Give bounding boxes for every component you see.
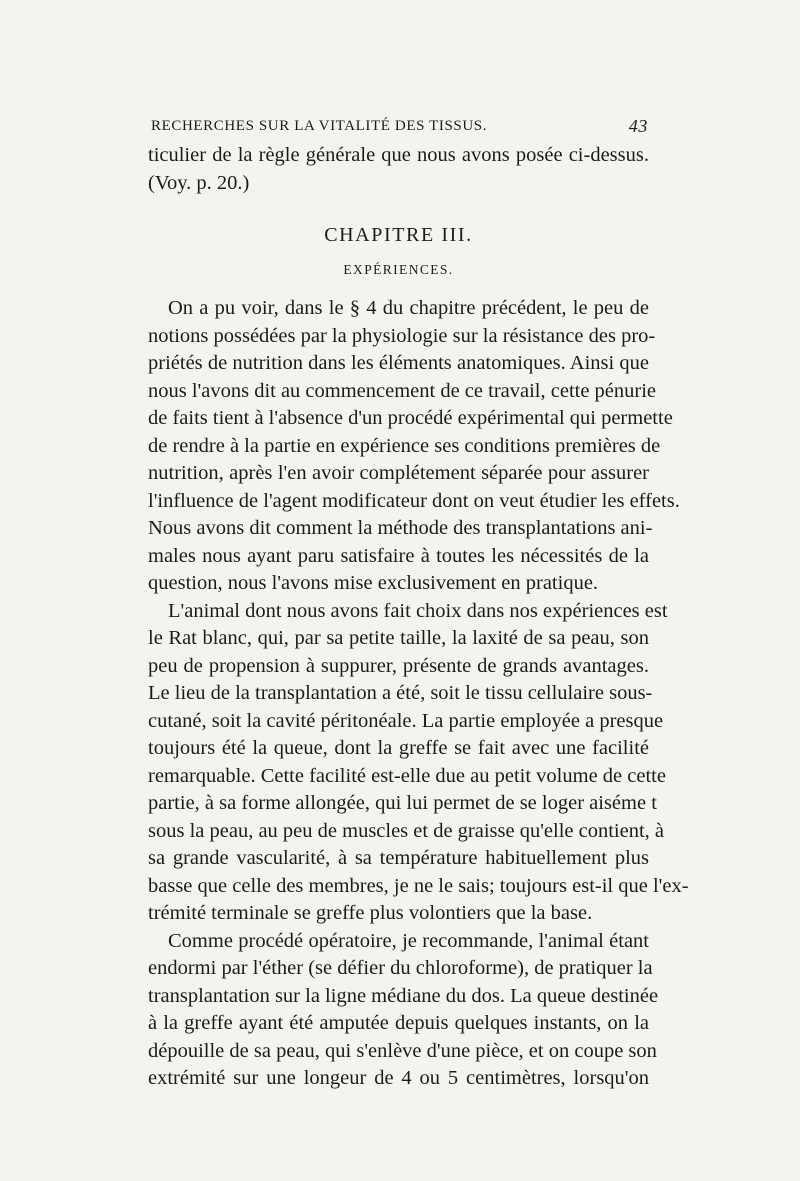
running-head [151, 116, 648, 140]
text-line: sous la peau, au peu de muscles et de graisse qu'elle contient, à [148, 819, 665, 842]
text-line: le Rat blanc, qui, par sa petite taille, la laxité de sa peau, son [148, 627, 649, 649]
text-line: l'influence de l'agent modificateur dont on veut étudier les effets. [148, 489, 680, 512]
text-line: cutané, soit la cavité péritonéale. La partie employée a presque [148, 709, 664, 732]
text-line: transplantation sur la ligne médiane du dos. La queue destinée [148, 984, 659, 1007]
text-line: nutrition, après l'en avoir complétement séparée pour assurer [148, 462, 649, 484]
text-line: basse que celle des membres, je ne le sais; toujours est-il que l'ex- [148, 874, 689, 897]
text-line: endormi par l'éther (se défier du chloroforme), de pratiquer la [148, 957, 653, 979]
text-line: males nous ayant paru satisfaire à toutes les nécessités de la [148, 544, 649, 567]
chapter-title: CHAPITRE III. [324, 224, 473, 246]
text-line: question, nous l'avons mise exclusivement en pratique. [148, 572, 599, 594]
text-line: de rendre à la partie en expérience ses conditions premières de [148, 434, 661, 457]
text-line: trémité terminale se greffe plus volontiers que la base. [148, 902, 593, 924]
text-line: On a pu voir, dans le § 4 du chapitre précédent, le peu de [168, 297, 649, 319]
text-line: L'animal dont nous avons fait choix dans nos expériences est [168, 599, 668, 622]
text-line: peu de propension à suppurer, présente de grands avantages. [148, 654, 649, 677]
text-line: toujours été la queue, dont la greffe se fait avec une facilité [148, 737, 649, 759]
opening-text [148, 142, 649, 197]
text-line: partie, à sa forme allongée, qui lui permet de se loger aiséme t [148, 792, 657, 814]
body-text [148, 295, 689, 1093]
text-line: remarquable. Cette facilité est-elle due au petit volume de cette [148, 764, 666, 787]
text-line: de faits tient à l'absence d'un procédé expérimental qui permette [148, 407, 673, 429]
text-line: Nous avons dit comment la méthode des transplantations ani- [148, 517, 653, 539]
text-line: dépouille de sa peau, qui s'enlève d'une pièce, et on coupe son [148, 1039, 657, 1062]
text-line: ticulier de la règle générale que nous avons posée ci-dessus. [148, 144, 649, 166]
running-head-title: RECHERCHES SUR LA VITALITÉ DES TISSUS. [151, 118, 488, 134]
paragraph [148, 598, 689, 928]
paragraph [148, 928, 659, 1093]
text-line: Le lieu de la transplantation a été, soit le tissu cellulaire sous- [148, 682, 653, 704]
text-line: Comme procédé opératoire, je recommande, l'animal étant [168, 929, 649, 952]
text-line: à la greffe ayant été amputée depuis quelques instants, on la [148, 1012, 649, 1034]
text-line: sa grande vascularité, à sa température habituellement plus [148, 847, 649, 869]
text-line: extrémité sur une longeur de 4 ou 5 centimètres, lorsqu'on [148, 1067, 649, 1089]
section-title: EXPÉRIENCES. [343, 262, 454, 277]
text-line: (Voy. p. 20.) [148, 171, 250, 194]
page-number: 43 [628, 116, 648, 136]
paragraph [148, 295, 680, 598]
text-line: nous l'avons dit au commencement de ce travail, cette pénurie [148, 379, 657, 402]
text-line: priétés de nutrition dans les éléments anatomiques. Ainsi que [148, 352, 649, 374]
text-line: notions possédées par la physiologie sur la résistance des pro- [148, 324, 656, 347]
